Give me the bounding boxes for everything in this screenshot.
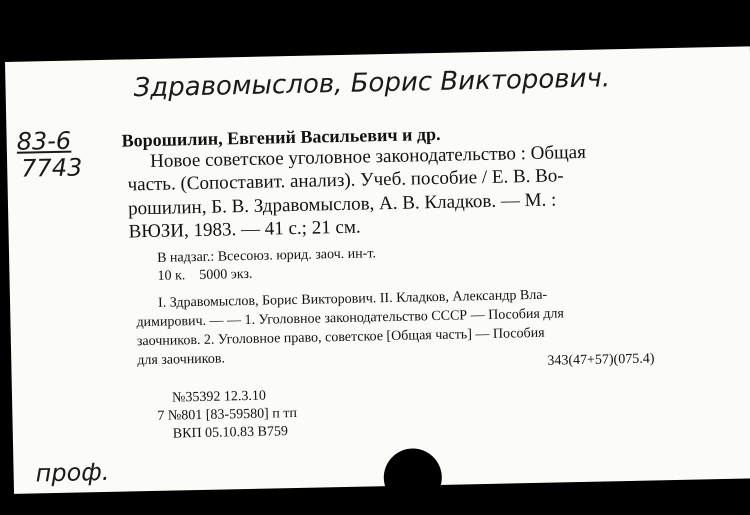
call-number-top: 83-6 [16, 126, 72, 156]
handwritten-name: Здравомыслов, Борис Викторович. [133, 63, 611, 104]
footer-line-3: ВКП 05.10.83 В759 [172, 424, 289, 442]
description-line-3: часть. (Сопоставит. анализ). Учеб. пособие / Е. В. Во- [127, 165, 564, 196]
description-line-5: ВЮЗИ, 1983. — 41 с.; 21 см. [128, 216, 361, 243]
note-organization: В надзаг.: Всесоюз. юрид. заоч. ин-т. [156, 246, 377, 266]
tracing-line-1: I. Здравомыслов, Борис Викторович. II. Кладков, Александр Вла- [157, 287, 548, 311]
punch-hole [383, 448, 442, 507]
classification-code: 343(47+57)(075.4) [547, 351, 655, 369]
tracing-line-2: димирович. — — 1. Уголовное законодательство СССР — Пособия для [136, 306, 565, 331]
description-line-4: рошилин, Б. В. Здравомыслов, А. В. Кладков. — М. : [127, 189, 557, 220]
tracing-line-4: для заочников. [137, 351, 226, 369]
call-number-bottom: 7743 [20, 153, 83, 183]
title-line: Новое советское уголовное законодательство : Общая [149, 141, 587, 172]
tracing-line-3: заочников. 2. Уголовное право, советское [Общая часть] — Пособия [136, 325, 545, 350]
catalog-card [5, 46, 750, 494]
footer-line-2: 7 №801 [83-59580] п тп [157, 405, 298, 424]
note-price-copies: 10 к. 5000 экз. [157, 266, 253, 284]
footer-line-1: №35392 12.3.10 [171, 388, 267, 406]
handwritten-bottom: проф. [35, 457, 110, 488]
author-heading: Ворошилин, Евгений Васильевич и др. [121, 123, 441, 151]
